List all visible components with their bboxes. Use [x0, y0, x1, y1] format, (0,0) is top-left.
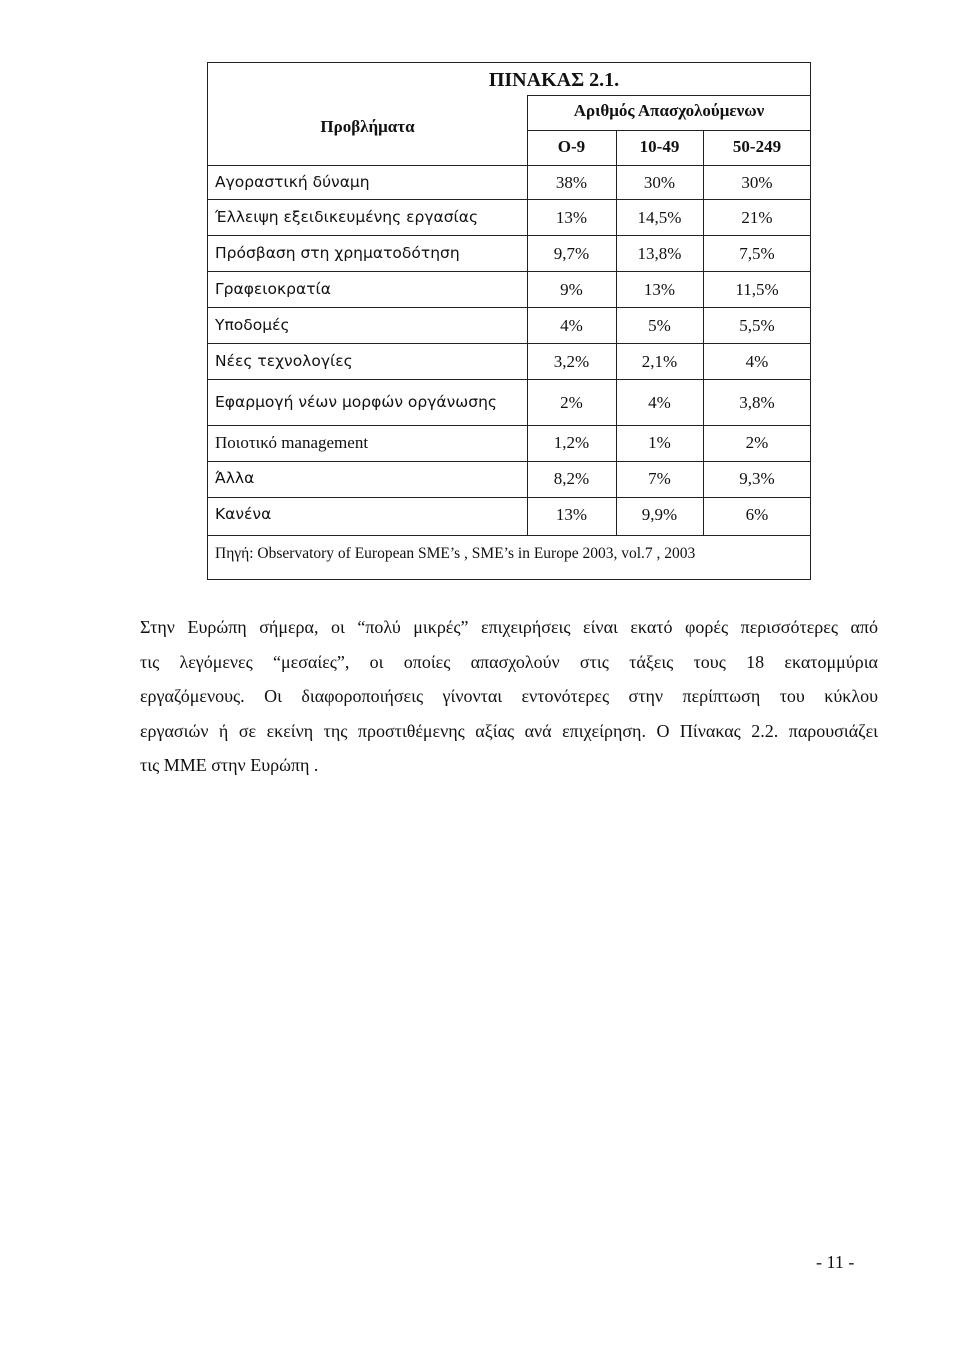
table-cell: 4% — [560, 316, 583, 335]
row-label: Έλλειψη εξειδικευμένης εργασίας — [215, 208, 479, 226]
table-cell: 9,9% — [641, 505, 678, 524]
header-problems: Προβλήματα — [320, 117, 415, 136]
paragraph-line: τις ΜΜΕ στην Ευρώπη . — [140, 755, 319, 775]
row-rule — [208, 199, 811, 200]
paragraph-line: εργασιών ή σε εκείνη της προστιθέμενης αξίας ανά επιχείρηση. Ο Πίνακας 2.2. παρουσιάζει — [140, 720, 878, 741]
table-cell: 2,1% — [641, 352, 678, 371]
row-label: Αγοραστική δύναμη — [215, 173, 370, 191]
row-label: Εφαρμογή νέων μορφών οργάνωσης — [215, 393, 498, 411]
table-cell: 4% — [648, 393, 671, 412]
row-rule — [208, 271, 811, 272]
table-cell: 1% — [648, 433, 671, 452]
table-cell: 21% — [741, 208, 773, 227]
header-rule — [527, 130, 811, 131]
row-rule — [208, 425, 811, 426]
table-cell: 7% — [648, 469, 671, 488]
table-cell: 5% — [648, 316, 671, 335]
table-cell: 1,2% — [553, 433, 590, 452]
problems-table — [207, 62, 811, 580]
row-label: Γραφειοκρατία — [215, 280, 332, 298]
table-cell: 3,2% — [553, 352, 590, 371]
row-label: Νέες τεχνολογίες — [215, 352, 353, 370]
row-label: Πρόσβαση στη χρηματοδότηση — [215, 244, 460, 262]
table-cell: 2% — [745, 433, 769, 452]
table-cell: 9,7% — [553, 244, 590, 263]
table-cell: 2% — [560, 393, 583, 412]
table-cell: 13% — [555, 505, 588, 524]
table-cell: 11,5% — [735, 280, 779, 299]
table-cell: 13,8% — [637, 244, 682, 263]
table-cell: 13% — [555, 208, 588, 227]
row-rule — [208, 535, 811, 536]
header-employees: Αριθμός Απασχολούμενων — [573, 101, 765, 120]
row-rule — [208, 235, 811, 236]
column-header: Ο-9 — [557, 137, 586, 156]
paragraph-line: εργαζόμενους. Οι διαφοροποιήσεις γίνονται εντονότερες στην περίπτωση του κύκλου — [140, 686, 878, 706]
table-cell: 13% — [643, 280, 676, 299]
table-source: Πηγή: Observatory of European SME’s , SME’s in Europe 2003, vol.7 , 2003 — [215, 545, 696, 562]
table-cell: 3,8% — [739, 393, 775, 412]
table-title: ΠΙΝΑΚΑΣ 2.1. — [488, 69, 620, 91]
table-cell: 9,3% — [739, 469, 775, 488]
header-rule — [527, 95, 811, 96]
table-cell: 7,5% — [739, 244, 775, 263]
paragraph-line: Στην Ευρώπη σήμερα, οι “πολύ μικρές” επιχειρήσεις είναι εκατό φορές περισσότερες από — [140, 617, 878, 637]
table-cell: 4% — [745, 352, 769, 371]
row-rule — [208, 461, 811, 462]
row-rule — [208, 165, 811, 166]
column-header: 10-49 — [639, 137, 680, 156]
row-rule — [208, 307, 811, 308]
row-label: Ποιοτικό management — [215, 433, 369, 452]
row-rule — [208, 343, 811, 344]
row-label: Άλλα — [215, 469, 255, 487]
row-label: Κανένα — [215, 505, 272, 523]
table-cell: 30% — [741, 173, 773, 192]
table-cell: 5,5% — [739, 316, 775, 335]
table-cell: 8,2% — [553, 469, 590, 488]
page-number: - 11 - — [816, 1252, 855, 1272]
table-cell: 14,5% — [637, 208, 682, 227]
row-label: Υποδομές — [215, 316, 290, 334]
column-header: 50-249 — [732, 137, 782, 156]
table-cell: 38% — [555, 173, 588, 192]
row-rule — [208, 379, 811, 380]
body-paragraph — [140, 610, 878, 783]
row-rule — [208, 497, 811, 498]
table-cell: 9% — [560, 280, 583, 299]
paragraph-line: τις λεγόμενες “μεσαίες”, οι οποίες απασχολούν στις τάξεις τους 18 εκατομμύρια — [140, 651, 878, 672]
table-cell: 6% — [745, 505, 769, 524]
table-cell: 30% — [643, 173, 676, 192]
